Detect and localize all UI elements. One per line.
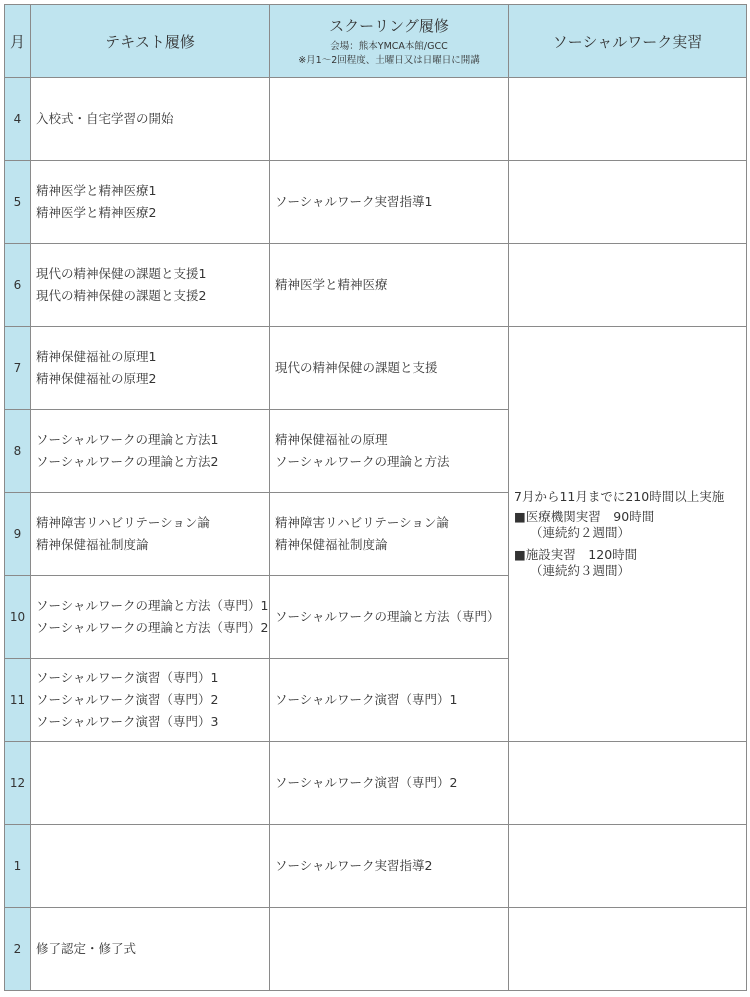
cell-line: ソーシャルワーク演習（専門）1	[36, 670, 219, 685]
cell-line: ソーシャルワークの理論と方法（専門）	[275, 609, 500, 624]
text-course-cell	[31, 908, 270, 991]
text-course-cell	[31, 161, 270, 244]
schooling-cell	[270, 908, 509, 991]
cell-line: ソーシャルワーク演習（専門）2	[275, 775, 458, 790]
practice-header: ソーシャルワーク実習	[509, 5, 747, 78]
month-cell: 9	[5, 493, 31, 576]
cell-line: 精神障害リハビリテーション論	[36, 515, 210, 530]
cell-line: 精神障害リハビリテーション論	[275, 515, 449, 530]
cell-line: 精神保健福祉制度論	[275, 537, 388, 552]
schooling-cell	[270, 244, 509, 327]
table-row	[5, 244, 747, 327]
cell-line: 修了認定・修了式	[36, 941, 137, 956]
cell-line: ソーシャルワーク実習指導1	[275, 194, 433, 209]
practice-item-medical: ■医療機関実習 90時間	[514, 509, 655, 524]
practice-item-facility: ■施設実習 120時間	[514, 547, 638, 562]
practice-cell	[509, 161, 747, 244]
month-cell: 2	[5, 908, 31, 991]
cell-line: 精神医学と精神医療1	[36, 183, 157, 198]
curriculum-table	[4, 4, 747, 991]
month-cell: 7	[5, 327, 31, 410]
cell-line: 精神医学と精神医療2	[36, 205, 157, 220]
practice-cell	[509, 78, 747, 161]
table-row	[5, 327, 747, 410]
cell-line: 入校式・自宅学習の開始	[36, 111, 174, 126]
table-row	[5, 825, 747, 908]
cell-line: 精神保健福祉制度論	[36, 537, 149, 552]
schooling-header	[270, 5, 509, 78]
practice-cell	[509, 327, 747, 742]
practice-summary: 7月から11月までに210時間以上実施	[514, 489, 725, 504]
cell-line: 精神医学と精神医療	[275, 277, 388, 292]
text-course-cell	[31, 493, 270, 576]
month-cell: 4	[5, 78, 31, 161]
cell-line: 現代の精神保健の課題と支援1	[36, 266, 207, 281]
month-cell: 11	[5, 659, 31, 742]
text-course-cell	[31, 742, 270, 825]
schooling-cell	[270, 327, 509, 410]
cell-line: ソーシャルワークの理論と方法1	[36, 432, 219, 447]
schooling-cell	[270, 576, 509, 659]
cell-line: ソーシャルワークの理論と方法（専門）2	[36, 620, 269, 635]
table-body	[5, 78, 747, 991]
cell-line: ソーシャルワーク演習（専門）2	[36, 692, 219, 707]
schooling-cell	[270, 78, 509, 161]
schooling-cell	[270, 659, 509, 742]
schooling-venue: 会場：熊本YMCA本館/GCC	[330, 40, 448, 52]
table-row	[5, 78, 747, 161]
table-row	[5, 742, 747, 825]
month-header: 月	[5, 5, 31, 78]
cell-line: 精神保健福祉の原理1	[36, 349, 157, 364]
text-course-cell	[31, 659, 270, 742]
practice-cell	[509, 825, 747, 908]
month-cell: 1	[5, 825, 31, 908]
month-cell: 5	[5, 161, 31, 244]
cell-line: 精神保健福祉の原理	[275, 432, 388, 447]
schooling-note: ※月1〜2回程度、土曜日又は日曜日に開講	[298, 54, 480, 66]
cell-line: 現代の精神保健の課題と支援	[275, 360, 438, 375]
schooling-cell	[270, 825, 509, 908]
text-course-cell	[31, 327, 270, 410]
cell-line: ソーシャルワークの理論と方法2	[36, 454, 219, 469]
cell-line: ソーシャルワークの理論と方法（専門）1	[36, 598, 269, 613]
table-header-row	[5, 5, 747, 78]
month-cell: 10	[5, 576, 31, 659]
practice-cell	[509, 742, 747, 825]
schooling-cell	[270, 493, 509, 576]
text-course-cell	[31, 576, 270, 659]
cell-line: 精神保健福祉の原理2	[36, 371, 157, 386]
text-course-cell	[31, 410, 270, 493]
schooling-cell	[270, 161, 509, 244]
text-course-cell	[31, 78, 270, 161]
table-row	[5, 161, 747, 244]
text-course-cell	[31, 244, 270, 327]
practice-cell	[509, 908, 747, 991]
practice-item-medical-note: （連続約２週間）	[530, 525, 631, 540]
cell-line: 現代の精神保健の課題と支援2	[36, 288, 207, 303]
month-cell: 6	[5, 244, 31, 327]
month-cell: 12	[5, 742, 31, 825]
practice-cell	[509, 244, 747, 327]
schooling-title: スクーリング履修	[329, 16, 449, 35]
practice-item-facility-note: （連続約３週間）	[530, 563, 631, 578]
schooling-cell	[270, 410, 509, 493]
month-cell: 8	[5, 410, 31, 493]
cell-line: ソーシャルワーク演習（専門）1	[275, 692, 458, 707]
cell-line: ソーシャルワーク演習（専門）3	[36, 714, 219, 729]
text-course-header: テキスト履修	[31, 5, 270, 78]
cell-line: ソーシャルワークの理論と方法	[275, 454, 450, 469]
table-row	[5, 908, 747, 991]
text-course-cell	[31, 825, 270, 908]
cell-line: ソーシャルワーク実習指導2	[275, 858, 433, 873]
schooling-cell	[270, 742, 509, 825]
